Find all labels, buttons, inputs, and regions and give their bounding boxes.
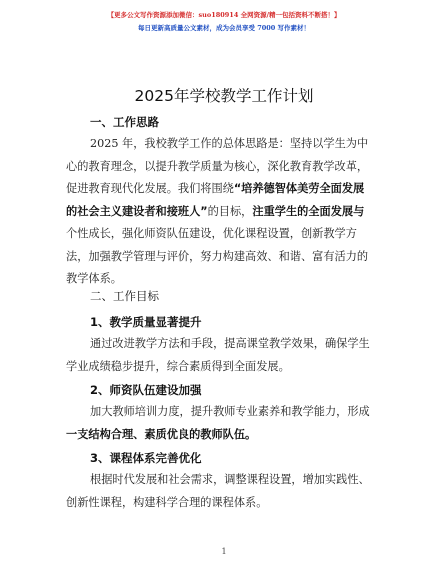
text-run: 促进教育现代化发展。我们将围绕 [66,182,234,195]
paragraph-line [66,201,386,224]
goal2-heading: 2、师资队伍建设加强 [90,383,202,397]
paragraph-line: 加大教师培训力度，提升教师专业素养和教学能力，形成 [90,405,370,418]
paragraph-line [66,178,386,201]
goal2-paragraph [66,401,386,446]
bold-text-run: “培养德智体美劳全面发展 [233,182,365,195]
bold-text-run: 注重学生的全面发展与 [252,204,365,218]
section1-heading: 一、工作思路 [90,115,159,129]
promo-banner-red: 【更多公文写作资源添加微信：suo180914 全网资源/精一包括资料不断搭！】 [107,11,341,19]
paragraph-line [66,424,386,447]
goal1-heading: 1、教学质量显著提升 [90,315,202,329]
page-number: 1 [221,547,227,556]
section1-paragraph [66,133,386,291]
paragraph-line: 法，加强教学管理与评价，努力构建高效、和谐、富有活力的 [66,249,369,263]
goal1-paragraph [66,333,386,378]
text-run: 的目标， [207,204,253,218]
paragraph-line: 个性成长，强化师资队伍建设，优化课程设置，创新教学方 [66,227,357,240]
paragraph-line: 创新性课程，构建科学合理的课程体系。 [66,495,268,509]
paragraph-line: 学业成绩稳步提升，综合素质得到全面发展。 [66,359,290,373]
paragraph-line: 2025 年，我校教学工作的总体思路是：坚持以学生为中 [90,137,369,150]
paragraph-line: 教学体系。 [66,272,122,285]
goal3-paragraph [66,469,386,514]
section2-heading: 二、工作目标 [90,289,159,303]
bold-text-run: 一支结构合理、素质优良的教师队伍。 [66,427,257,441]
bold-text-run: 的社会主义建设者和接班人” [66,204,208,218]
goal3-heading: 3、课程体系完善优化 [90,451,202,465]
paragraph-line: 通过改进教学方法和手段，提高课堂教学效果，确保学生 [90,337,370,350]
paragraph-line: 心的教育理念，以提升教学质量为核心，深化教育教学改革， [66,159,369,173]
paragraph-line: 根据时代发展和社会需求，调整课程设置，增加实践性、 [90,473,370,486]
promo-banner-blue: 每日更新高质量公文素材，成为会员享受 7000 写作素材！ [137,24,311,32]
document-title: 2025年学校教学工作计划 [134,87,314,105]
